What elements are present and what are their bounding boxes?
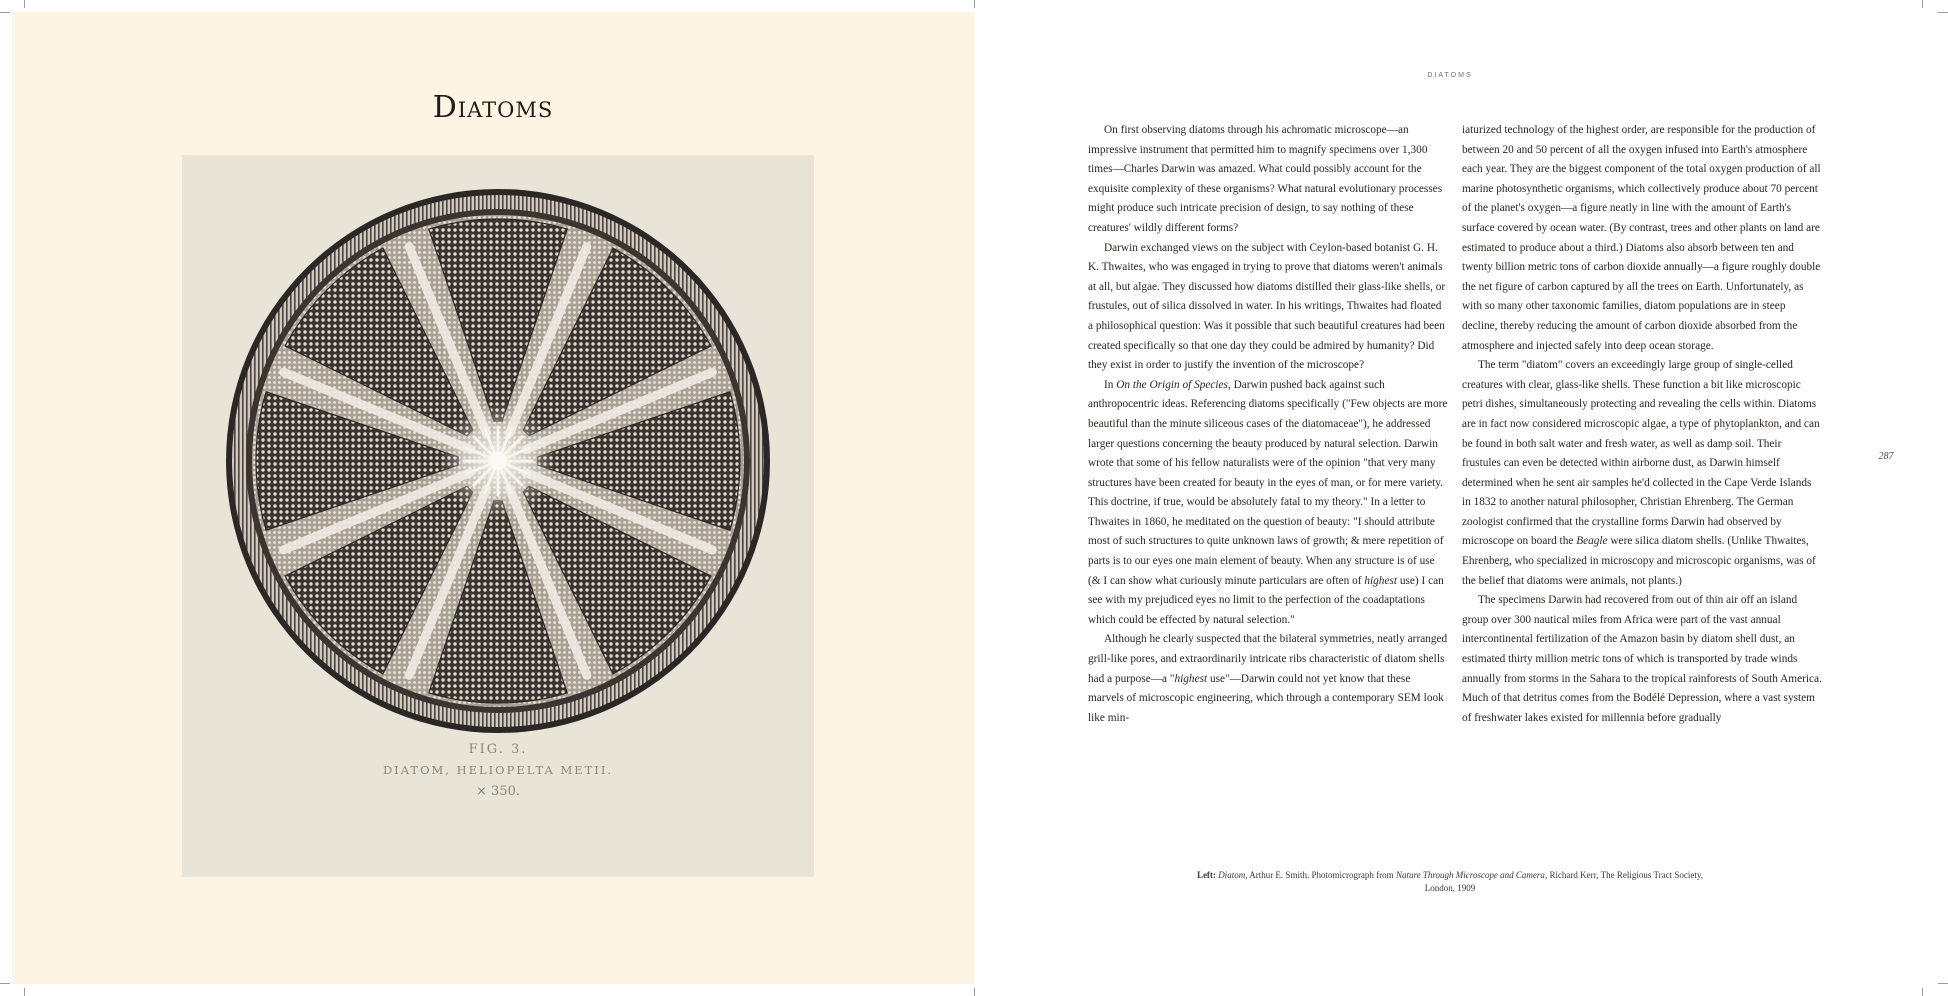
crop-mark [0,983,10,984]
diatom-plate [182,155,814,877]
text-run: Darwin exchanged views on the subject with Ceylon-based botanist G. H. K. Thwaites, who was engaged in trying to prove that diatoms weren't animals at all, but algae. They discussed how diatoms distilled their glass-like shells, or frustules, out of silica dissolved in water. In his writings, Thwaites had floated a philosophical question: Was it possible that such beautiful creatures had been created specifically so that one day they could be admired by humanity? Did they exist in order to justify the invention of the microscope? [1088,241,1446,372]
crop-mark [1938,983,1948,984]
running-head: DIATOMS [1427,72,1473,79]
text-run: The specimens Darwin had recovered from out of thin air off an island group over 300 nautical miles from Africa were part of the vast annual intercontinental fertilization of the Amazon basin by diatom shell dust, an estimated thirty million metric tons of which is transported by trade winds annually from storms in the Sahara to the tropical rainforests of South America. Much of that detritus comes from the Bodélé Depression, where a vast system of freshwater lakes existed for millennia before gradually [1462,594,1822,724]
text-run: In [1104,378,1117,391]
italic-text: On the Origin of Species [1116,378,1228,391]
image-caption [1190,869,1710,895]
crop-mark [1922,0,1923,8]
fig-magnification: × 350. [476,784,520,799]
left-page [12,12,974,984]
text-run: , Darwin pushed back against such anthropocentric ideas. Referencing diatoms specifically ("Few objects are more beautiful than the minute siliceous cases of the diatomaceae"), he addressed larger questions concerning the beauty produced by natural selection. Darwin wrote that some of his fellow naturalists were of the opinion "that very many structures have been created for beauty in the eyes of man, or for mere variety. This doctrine, if true, would be absolutely fatal to my theory." In a letter to Thwaites in 1860, he meditated on the question of beauty: "I should attribute most of such structures to quite unknown laws of growth; & mere repetition of parts is to our eyes one main element of beauty. When any structure is of use (& I can show what curiously minute particulars are often of [1088,378,1448,587]
body-paragraph [1088,376,1448,631]
text-run: Although he clearly suspected that the bilateral symmetries, neatly arranged grill-like pores, and extraordinarily intricate ribs characteristic of diatom shells had a purpose—a " [1088,633,1448,685]
diatom-micrograph [182,155,814,877]
caption-italic: Diatom [1218,870,1246,880]
italic-text: Beagle [1576,535,1608,548]
text-run: were silica diatom shells. (Unlike Thwaites, Ehrenberg, who specialized in microscopy and microscopic organisms, was of the belief that diatoms were animals, not plants.) [1462,535,1816,587]
crop-mark [24,0,25,8]
fig-label: DIATOM, HELIOPELTA METII. [382,763,614,777]
text-run: iaturized technology of the highest order, are responsible for the production of between 20 and 50 percent of all the oxygen infused into Earth's atmosphere each year. They are the biggest component of the total oxygen production of all marine photosynthetic organisms, which collectively produce about 70 percent of the planet's oxygen—a figure neatly in line with the amount of Earth's surface covered by ocean water. (By contrast, trees and other plants on land are estimated to produce about a third.) Diatoms also absorb between ten and twenty billion metric tons of carbon dioxide annually—a figure roughly double the net figure of carbon captured by all the trees on Earth. Unfortunately, as with so many other taxonomic families, diatom populations are in steep decline, thereby reducing the amount of carbon dioxide absorbed from the atmosphere and injected safely into deep ocean storage. [1462,124,1821,352]
diatom-center [489,452,507,470]
page-title: Diatoms [432,90,554,125]
text-column-right [1462,121,1822,728]
text-run: use"—Darwin could not yet know that these marvels of microscopic engineering, which through a contemporary SEM look like min- [1088,672,1444,724]
crop-mark [974,0,975,8]
page-number: 287 [1878,451,1894,462]
crop-mark [24,988,25,996]
body-paragraph [1462,121,1822,356]
text-run: On first observing diatoms through his achromatic microscope—an impressive instrument that permitted him to magnify specimens over 1,300 times—Charles Darwin was amazed. What could possibly account for the exquisite complexity of these organisms? What natural evolutionary processes might produce such intricate precision of design, to say nothing of these creatures' wildly different forms? [1088,124,1443,234]
body-paragraph [1088,121,1448,239]
crop-mark [974,988,975,996]
body-paragraph [1088,630,1448,728]
italic-text: highest [1364,574,1398,587]
body-paragraph [1088,239,1448,376]
text-run: The term "diatom" covers an exceedingly large group of single-celled creatures with clear, glass-like shells. These function a bit like microscopic petri dishes, simultaneously protecting and revealing the cells within. Diatoms are in fact now considered microscopic algae, a type of phytoplankton, and can be found in both salt water and fresh water, as well as damp soil. Their frustules can even be detected within airborne dust, as Darwin himself determined when he sent air samples he'd collected in the Cape Verde Islands in 1832 to another natural philosopher, Christian Ehrenberg. The German zoologist confirmed that the crystalline forms Darwin had observed by microscope on board the [1462,359,1820,548]
caption-text: , Arthur E. Smith. Photomicrograph from [1245,870,1396,880]
text-column-left [1088,121,1448,728]
body-paragraph [1462,356,1822,591]
body-paragraph [1462,591,1822,728]
italic-text: highest [1174,672,1208,685]
text-run: use) I can see with my prejudiced eyes no limit to the perfection of the coadaptations which could be effected by natural selection." [1088,574,1444,626]
fig-number: FIG. 3. [468,742,528,757]
crop-mark [1938,12,1948,13]
caption-lead: Left: [1196,870,1216,880]
caption-italic: Nature Through Microscope and Camera [1395,870,1545,880]
crop-mark [1922,988,1923,996]
crop-mark [0,12,10,13]
caption-text: , Richard Kerr, The Religious Tract Society, London, 1909 [1424,870,1704,893]
